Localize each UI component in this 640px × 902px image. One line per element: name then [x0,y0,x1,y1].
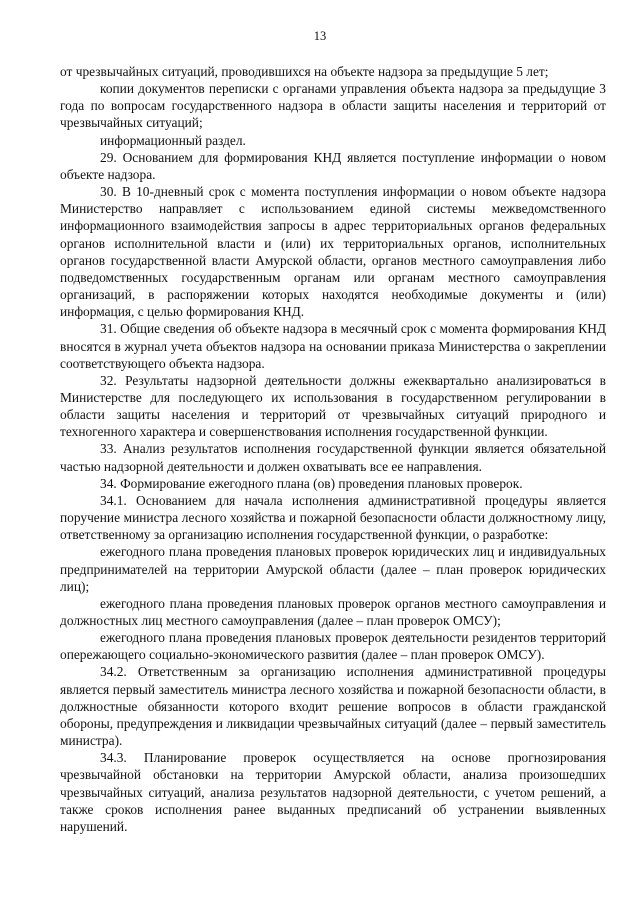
paragraph: 34.2. Ответственным за организацию исполнения административной процедуры является первый заместитель министра лесного хозяйства и пожарной безопасности области, в должностные обязанности которого входит решение вопросов в области гражданской обороны, предупреждения и ликвидации чрезвычайных ситуаций (далее – первый заместитель министра). [60,664,606,749]
document-body [60,63,606,835]
paragraph: 30. В 10-дневный срок с момента поступления информации о новом объекте надзора Министерство направляет с использованием единой системы межведомственного информационного взаимодействия запросы в адрес территориальных органов федеральных органов исполнительной власти и (или) их территориальных органов, исполнительных органов государственной власти Амурской области, органов местного самоуправления либо подведомственных государственным органам или органам местного самоуправления организаций, в распоряжении которых находятся необходимые документы и (или) информация, с целью формирования КНД. [60,184,606,320]
page-number: 13 [313,29,327,43]
paragraph: ежегодного плана проведения плановых проверок юридических лиц и индивидуальных предпринимателей на территории Амурской области (далее – план проверок юридических лиц); [60,544,606,594]
paragraph: от чрезвычайных ситуаций, проводившихся на объекте надзора за предыдущие 5 лет; [60,64,549,79]
paragraph: 34. Формирование ежегодного плана (ов) проведения плановых проверок. [100,475,523,491]
paragraph: копии документов переписки с органами управления объекта надзора за предыдущие 3 года по вопросам государственного надзора в области защиты населения и территорий от чрезвычайных ситуаций; [60,81,606,131]
paragraph: 29. Основанием для формирования КНД является поступление информации о новом объекте надзора. [60,149,606,182]
paragraph: ежегодного плана проведения плановых проверок деятельности резидентов территорий опережающего социально-экономического развития (далее – план проверок ОМСУ). [60,630,606,663]
paragraph: 33. Анализ результатов исполнения государственной функции является обязательной частью надзорной деятельности и должен охватывать все ее направления. [60,441,606,474]
paragraph: 34.1. Основанием для начала исполнения административной процедуры является поручение министра лесного хозяйства и пожарной безопасности области должностному лицу, ответственному за организацию исполнения государственной функции, о разработке: [60,492,606,543]
paragraph: 32. Результаты надзорной деятельности должны ежеквартально анализироваться в Министерстве для последующего их использования в государственном регулировании в области защиты населения и территорий от чрезвычайных ситуаций природного и техногенного характера и совершенствования исполнения государственной функции. [60,372,606,440]
paragraph: 31. Общие сведения об объекте надзора в месячный срок с момента формирования КНД вносятся в журнал учета объектов надзора на основании приказа Министерства о закреплении соответствующего объекта надзора. [60,321,606,371]
paragraph: ежегодного плана проведения плановых проверок органов местного самоуправления и должностных лиц местного самоуправления (далее – план проверок ОМСУ); [60,595,606,628]
paragraph: информационный раздел. [100,132,246,148]
paragraph: 34.3. Планирование проверок осуществляется на основе прогнозирования чрезвычайной обстановки на территории Амурской области, анализа произошедших чрезвычайных ситуаций, анализа результатов надзорной деятельности, с учетом решений, а также сроков исполнения ранее выданных предписаний об устранении выявленных нарушений. [60,750,606,834]
